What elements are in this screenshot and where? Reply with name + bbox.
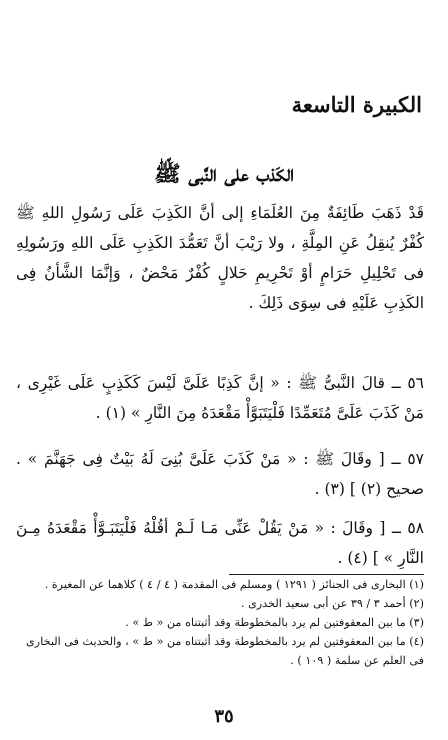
section-title: الكَذب على النَّبى ﷺ bbox=[154, 161, 294, 187]
footnotes-list bbox=[18, 575, 424, 670]
footnote-2: (٢) أحمد ٣ / ٣٩ عن أبى سعيد الخدرى . bbox=[240, 597, 424, 610]
intro-paragraph-block bbox=[16, 198, 424, 318]
footnote-4: (٤) ما بين المعقوفتين لم يرد بالمخطوطة وقد أثبتناه من « ط » ، والحديث فى البخارى فى العلم عن سلمة ( ١٠٩ ) . bbox=[26, 635, 424, 667]
hadith-57: ٥٧ ــ [ وقَالَ ﷺ : « مَنْ كَذَبَ عَلَىَّ بُنِىَ لَهُ بَيْتٌ فِى جَهَنَّمَ » . صحيح (٢) ] (٣) . bbox=[16, 450, 424, 498]
footnote-1: (١) البخارى فى الجنائز ( ١٢٩١ ) ومسلم فى المقدمة ( ٤ / ٤ ) كلاهما عن المغيرة . bbox=[44, 578, 424, 591]
footnote-3: (٣) ما بين المعقوفتين لم يرد بالمخطوطة وقد أثبتناه من « ط » . bbox=[125, 616, 424, 629]
page-number: ٣٥ bbox=[214, 706, 234, 727]
chapter-title: الكبيرة التاسعة bbox=[291, 92, 422, 117]
intro-paragraph: قَدْ ذَهَبَ طَائِفَةٌ مِنَ العُلَمَاءِ إلى أنَّ الكَذِبَ عَلَى رَسُولِ اللهِ ﷺ كُفْرٌ يُنقِلُ عَنِ المِلَّةِ ، ولا رَيْبَ أنَّ تَعَمُّدَ الكَذِبِ عَلَى اللهِ ورَسُولِهِ فى تَحْلِيلِ حَرَامٍ أوْ تَحْرِيمِ حَلالٍ كُفْرٌ مَحْضٌ ، وَإنَّمَا الشَّأنُ فِى الكَذِبِ عَلَيْهِ فى سِوَى ذَلِكَ . bbox=[16, 204, 424, 312]
hadith-56: ٥٦ ــ قالَ النَّبىُّ ﷺ : « إنَّ كَذِبًا عَلَىَّ لَيْسَ كَكَذِبٍ عَلَى غَيْرِى ، مَنْ كَذَبَ عَلَىَّ مُتَعَمِّدًا فَلْيَتَبَوَّأْ مَقْعَدَهُ مِنَ النَّارِ » (١) . bbox=[16, 374, 424, 422]
hadith-58: ٥٨ ــ [ وقَالَ : « مَنْ يَقُلْ عَنِّى مَـا لَـمْ أقُلْهُ فَلْيَتَبَـوَّأْ مَقْعَدَهُ مِـنَ النَّارِ » ] (٤) . bbox=[16, 519, 424, 567]
